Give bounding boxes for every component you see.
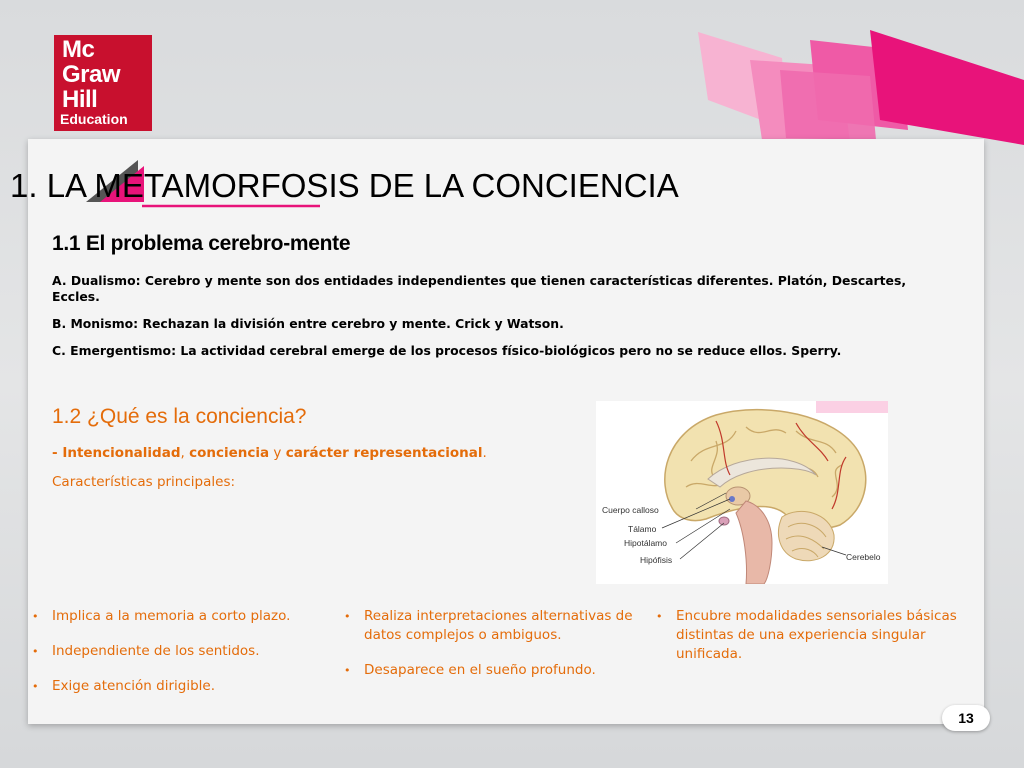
label-hipotalamo: Hipotálamo: [624, 538, 667, 548]
intent-prefix: -: [52, 445, 63, 461]
section-1-heading: 1.1 El problema cerebro-mente: [52, 232, 351, 255]
list-item: • Independiente de los sentidos.: [32, 643, 260, 659]
list-item: • Realiza interpretaciones alternativas de datos complejos o ambiguos.: [344, 608, 633, 643]
bullet-dot: •: [32, 680, 39, 693]
intent-end: .: [482, 445, 487, 461]
page-title: 1. LA METAMORFOSIS DE LA CONCIENCIA: [10, 167, 679, 204]
list-item: • Desaparece en el sueño profundo.: [344, 662, 596, 678]
intent-sep-2: y: [269, 445, 286, 461]
intent-term-2: conciencia: [189, 445, 270, 461]
bullet-dot: •: [32, 610, 39, 623]
logo-line-2: Graw: [62, 61, 121, 88]
mcgraw-hill-logo: [54, 35, 152, 131]
brain-illustration: [596, 401, 888, 584]
bullet-list-1: [30, 607, 340, 696]
item-monismo: B. Monismo: Rechazan la división entre cerebro y mente. Crick y Watson.: [52, 316, 564, 331]
intentionality-line: [52, 445, 487, 461]
page-number: 13: [942, 705, 990, 731]
item-dualismo: A. Dualismo: Cerebro y mente son dos entidades independientes que tienen características diferentes. Platón, Descartes, Eccles.: [52, 273, 907, 304]
item-emergentismo: C. Emergentismo: La actividad cerebral emerge de los procesos físico-biológicos pero no se reduce ellos. Sperry.: [52, 343, 842, 358]
bullet-dot: •: [656, 610, 663, 623]
intent-term-3: carácter representacional: [285, 445, 483, 461]
bullet-list-2: [342, 607, 652, 680]
intent-term-1: Intencionalidad: [62, 445, 181, 461]
bullet-dot: •: [32, 645, 39, 658]
logo-line-4: Education: [60, 111, 128, 127]
list-item: • Exige atención dirigible.: [32, 678, 216, 694]
label-cuerpo-calloso: Cuerpo calloso: [602, 505, 659, 515]
list-item: • Encubre modalidades sensoriales básicas distintas de una experiencia singular unificada.: [656, 608, 957, 662]
section-2-heading: 1.2 ¿Qué es la conciencia?: [52, 405, 307, 428]
label-talamo: Tálamo: [628, 524, 657, 534]
bullet-dot: •: [344, 664, 351, 677]
bullet-dot: •: [344, 610, 351, 623]
logo-line-1: Mc: [62, 36, 95, 63]
bullet-list-3: [654, 607, 966, 664]
logo-line-3: Hill: [62, 86, 98, 113]
label-hipofisis: Hipófisis: [640, 555, 673, 565]
characteristics-label: Características principales:: [52, 474, 236, 490]
list-item: • Implica a la memoria a corto plazo.: [32, 608, 291, 624]
label-cerebelo: Cerebelo: [846, 552, 881, 562]
decorative-ribbons: [690, 20, 1024, 145]
intent-sep-1: ,: [180, 445, 190, 461]
